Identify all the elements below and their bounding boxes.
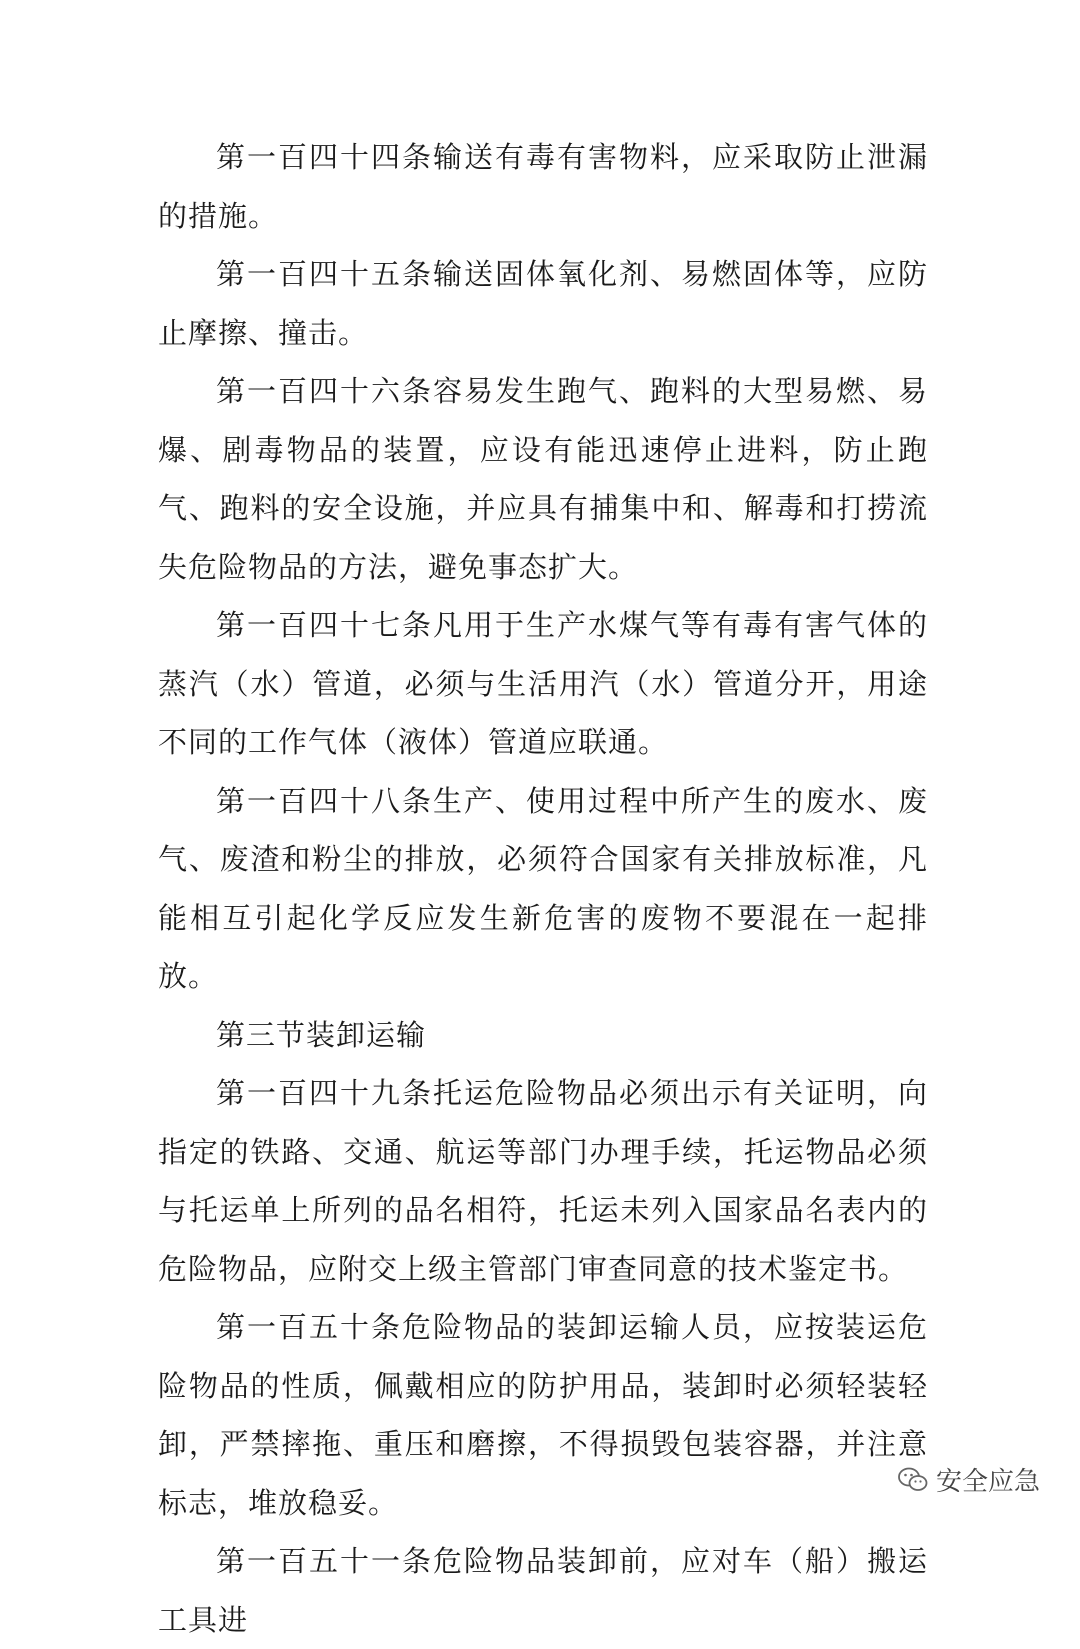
wechat-icon xyxy=(898,1467,928,1493)
article-150: 第一百五十条危险物品的装卸运输人员，应按装运危险物品的性质，佩戴相应的防护用品，装卸时必须轻装轻卸，严禁摔拖、重压和磨擦，不得损毁包装容器，并注意标志，堆放稳妥。 xyxy=(158,1310,928,1520)
article-149: 第一百四十九条托运危险物品必须出示有关证明，向指定的铁路、交通、航运等部门办理手续，托运物品必须与托运单上所列的品名相符，托运未列入国家品名表内的危险物品，应附交上级主管部门审查同意的技术鉴定书。 xyxy=(158,1076,928,1286)
document-body xyxy=(158,128,928,1649)
article-144: 第一百四十四条输送有毒有害物料，应采取防止泄漏的措施。 xyxy=(158,140,928,233)
watermark xyxy=(898,1461,1040,1498)
section-heading: 第三节装卸运输 xyxy=(216,1017,427,1052)
article-151: 第一百五十一条危险物品装卸前，应对车（船）搬运工具进 xyxy=(158,1544,928,1637)
article-145: 第一百四十五条输送固体氧化剂、易燃固体等，应防止摩擦、撞击。 xyxy=(158,257,928,350)
watermark-text: 安全应急 xyxy=(935,1467,1040,1497)
article-147: 第一百四十七条凡用于生产水煤气等有毒有害气体的蒸汽（水）管道，必须与生活用汽（水）管道分开，用途不同的工作气体（液体）管道应联通。 xyxy=(158,608,928,759)
article-148: 第一百四十八条生产、使用过程中所产生的废水、废气、废渣和粉尘的排放，必须符合国家有关排放标准，凡能相互引起化学反应发生新危害的废物不要混在一起排放。 xyxy=(158,783,928,993)
article-146: 第一百四十六条容易发生跑气、跑料的大型易燃、易爆、剧毒物品的装置，应设有能迅速停止进料，防止跑气、跑料的安全设施，并应具有捕集中和、解毒和打捞流失危险物品的方法，避免事态扩大。 xyxy=(158,374,928,584)
